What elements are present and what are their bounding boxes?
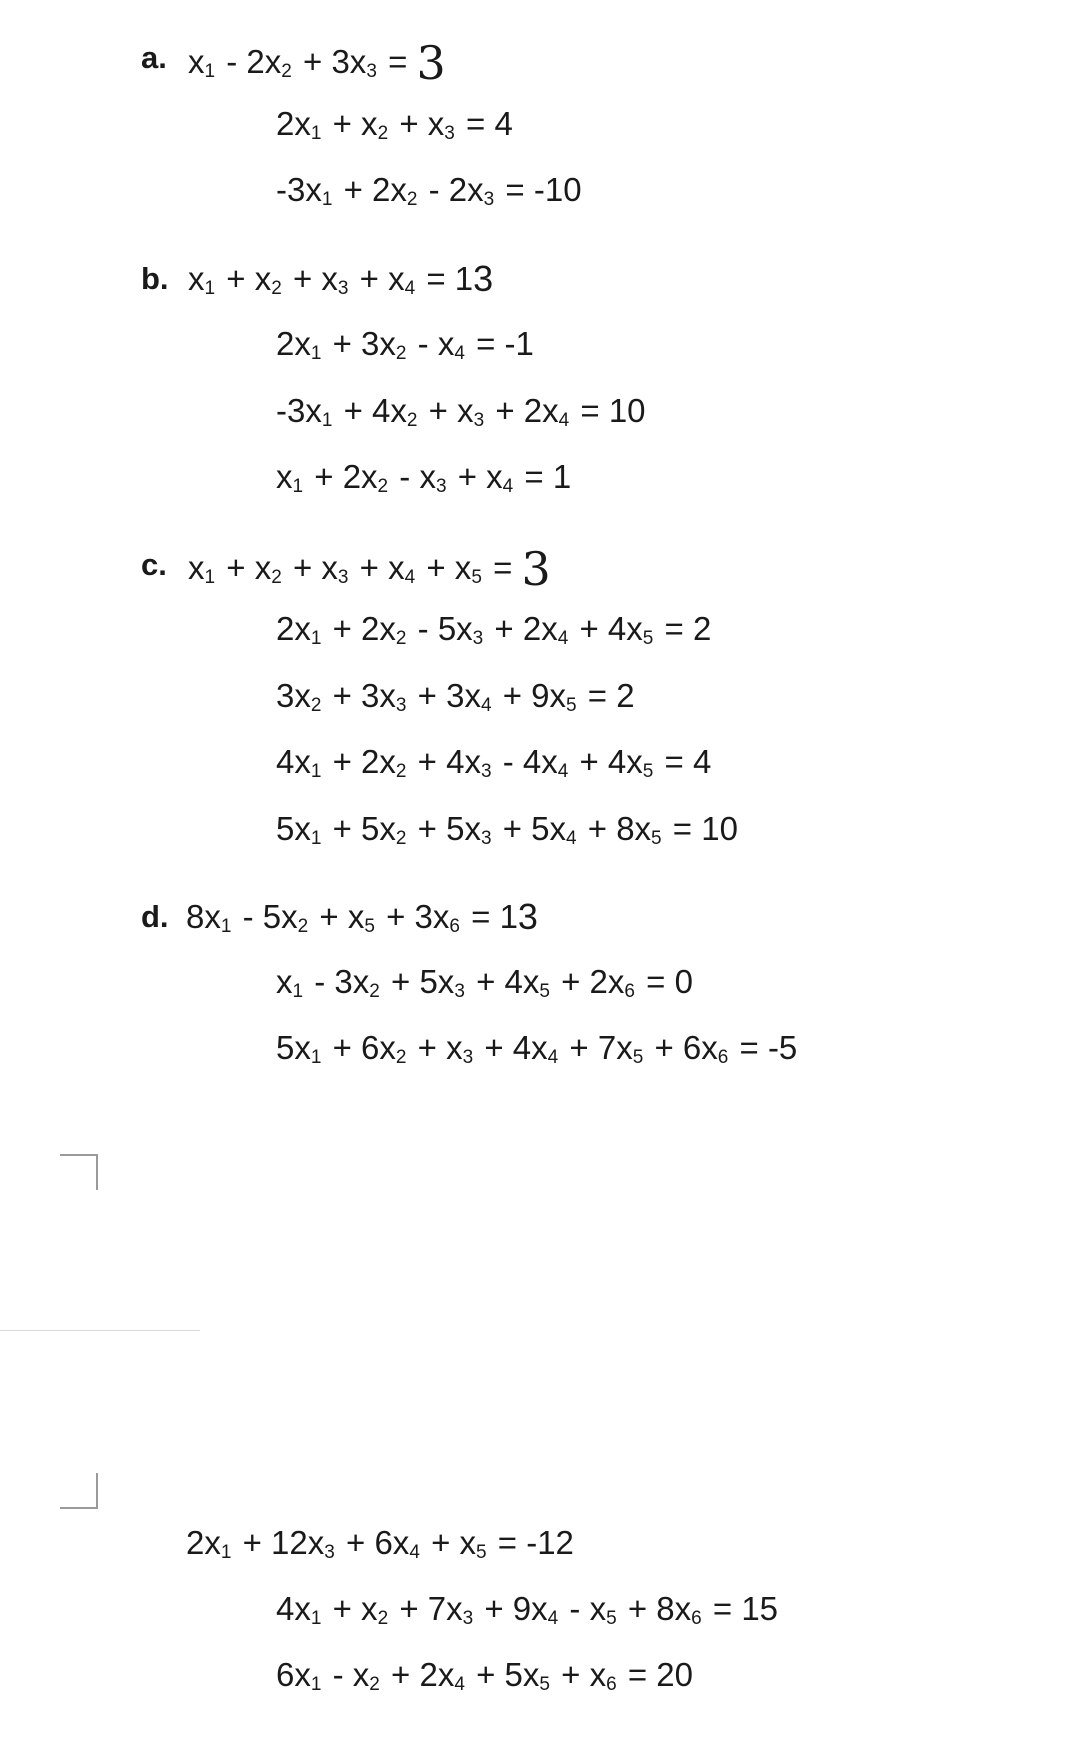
- subscript: 1: [292, 476, 304, 497]
- subscript: 2: [395, 1047, 407, 1068]
- subscript: 4: [547, 1047, 559, 1068]
- subscript: 1: [310, 343, 322, 364]
- equation-term: + 2x: [314, 458, 378, 495]
- equation-term: + 2x: [343, 171, 407, 208]
- subscript: 5: [539, 981, 550, 1002]
- equation-term: + 2x: [332, 743, 396, 780]
- equation-term: + 3x: [386, 898, 450, 935]
- equation-term: - 5x: [417, 610, 473, 647]
- subscript: 3: [337, 567, 349, 588]
- subscript: 5: [566, 695, 577, 716]
- problem-e-equation-2: [276, 1590, 779, 1629]
- subscript: 3: [472, 628, 484, 649]
- problem-a-equation-1: [188, 36, 445, 90]
- subscript: 2: [377, 1608, 389, 1629]
- subscript: 4: [404, 278, 416, 299]
- equation-term: + 5x: [476, 1656, 540, 1693]
- subscript: 4: [454, 343, 465, 364]
- equation-term: + 4x: [417, 743, 481, 780]
- problem-b-equation-3: [276, 392, 646, 431]
- equation-term: + 3x: [303, 43, 367, 80]
- subscript: 4: [409, 1542, 420, 1563]
- equation-term: - x: [417, 325, 455, 362]
- equation-term: + 7x: [569, 1029, 633, 1066]
- equation-term: + x: [431, 1524, 477, 1561]
- equation-term: = -12: [497, 1524, 574, 1561]
- subscript: 4: [547, 1608, 559, 1629]
- problem-b-label: b.: [141, 261, 169, 296]
- equation-term: = 10: [672, 810, 738, 847]
- equation-term: - x: [399, 458, 436, 495]
- subscript: 2: [395, 628, 407, 649]
- equation-term: 4x: [276, 743, 311, 780]
- handwritten-digit: 3: [473, 258, 492, 299]
- handwritten-digit: 3: [521, 542, 550, 596]
- equation-term: + x: [292, 260, 338, 297]
- equation-term: = 10: [580, 392, 646, 429]
- subscript: 4: [557, 761, 569, 782]
- equation-term: + 9x: [484, 1590, 548, 1627]
- equation-term: + x: [428, 392, 474, 429]
- equation-term: + x: [332, 105, 378, 142]
- equation-term: + 5x: [332, 810, 396, 847]
- subscript: 1: [310, 1674, 322, 1695]
- equation-term: = -1: [476, 325, 534, 362]
- equation-term: + 2x: [495, 392, 559, 429]
- subscript: 1: [310, 1047, 322, 1068]
- subscript: 3: [435, 476, 447, 497]
- equation-term: = 1: [524, 458, 572, 495]
- equation-term: =: [493, 549, 522, 586]
- equation-term: =: [388, 43, 417, 80]
- equation-term: 3x: [276, 677, 311, 714]
- equation-term: - 5x: [242, 898, 298, 935]
- equation-term: 2x: [276, 325, 311, 362]
- equation-term: + 4x: [484, 1029, 548, 1066]
- subscript: 3: [366, 61, 377, 82]
- equation-term: 6x: [276, 1656, 311, 1693]
- subscript: 5: [642, 761, 654, 782]
- equation-term: + x: [399, 105, 445, 142]
- subscript: 5: [651, 828, 662, 849]
- equation-term: + x: [426, 549, 472, 586]
- equation-term: + 2x: [494, 610, 558, 647]
- problem-d-equation-1: [186, 896, 536, 937]
- subscript: 1: [321, 189, 333, 210]
- subscript: 2: [297, 916, 309, 937]
- equation-term: + 6x: [346, 1524, 410, 1561]
- problem-d-label: d.: [141, 899, 169, 934]
- subscript: 1: [310, 628, 322, 649]
- problem-d-equation-2: [276, 963, 693, 1002]
- equation-term: + x: [457, 458, 503, 495]
- subscript: 1: [220, 916, 232, 937]
- subscript: 3: [473, 410, 485, 431]
- subscript: 3: [444, 123, 455, 144]
- equation-term: + x: [292, 549, 338, 586]
- subscript: 6: [691, 1608, 702, 1629]
- equation-term: = 0: [646, 963, 693, 1000]
- subscript: 4: [558, 410, 570, 431]
- equation-term: = 4: [466, 105, 513, 142]
- problem-b-equation-4: [276, 458, 572, 497]
- subscript: 5: [471, 567, 482, 588]
- subscript: 2: [271, 567, 282, 588]
- subscript: 2: [395, 761, 407, 782]
- subscript: 2: [271, 278, 282, 299]
- subscript: 3: [324, 1542, 335, 1563]
- problem-e-equation-1: [186, 1524, 574, 1563]
- equation-term: + 4x: [579, 610, 643, 647]
- subscript: 2: [369, 981, 380, 1002]
- subscript: 5: [364, 916, 375, 937]
- subscript: 3: [395, 695, 407, 716]
- subscript: 2: [395, 828, 407, 849]
- equation-term: + 3x: [332, 325, 396, 362]
- subscript: 2: [377, 476, 389, 497]
- subscript: 3: [454, 981, 465, 1002]
- equation-term: + 2x: [391, 1656, 455, 1693]
- equation-term: + 6x: [332, 1029, 396, 1066]
- subscript: 1: [310, 828, 322, 849]
- subscript: 5: [632, 1047, 644, 1068]
- equation-term: x: [276, 963, 293, 1000]
- subscript: 1: [310, 1608, 322, 1629]
- equation-term: + x: [359, 549, 405, 586]
- subscript: 3: [462, 1608, 474, 1629]
- equation-term: - x: [332, 1656, 370, 1693]
- problem-c-equation-4: [276, 743, 712, 782]
- equation-term: + x: [226, 260, 272, 297]
- equation-term: - x: [569, 1590, 607, 1627]
- equation-term: = 2: [587, 677, 635, 714]
- problem-c-equation-1: [188, 542, 550, 596]
- subscript: 6: [449, 916, 460, 937]
- problem-b-equation-2: [276, 325, 534, 364]
- subscript: 5: [539, 1674, 550, 1695]
- equation-term: + 4x: [343, 392, 407, 429]
- equation-term: 8x: [186, 898, 221, 935]
- equation-term: + 3x: [332, 677, 396, 714]
- equation-term: = 1: [471, 898, 518, 935]
- problem-c-equation-3: [276, 677, 635, 716]
- equation-term: x: [276, 458, 293, 495]
- subscript: 4: [557, 628, 569, 649]
- equation-term: 2x: [186, 1524, 221, 1561]
- equation-term: + 8x: [587, 810, 652, 847]
- subscript: 1: [321, 410, 333, 431]
- subscript: 3: [480, 761, 492, 782]
- equation-term: - 2x: [226, 43, 282, 80]
- subscript: 3: [483, 189, 495, 210]
- equation-term: = -5: [739, 1029, 798, 1066]
- equation-term: - 2x: [428, 171, 484, 208]
- equation-term: - 3x: [314, 963, 370, 1000]
- equation-term: 5x: [276, 1029, 311, 1066]
- subscript: 2: [369, 1674, 380, 1695]
- equation-term: x: [188, 43, 205, 80]
- equation-term: + 5x: [391, 963, 455, 1000]
- problem-a-equation-3: [276, 171, 582, 210]
- equation-term: + 12x: [242, 1524, 325, 1561]
- equation-term: + 4x: [579, 743, 643, 780]
- equation-term: + 8x: [627, 1590, 692, 1627]
- equation-term: + 3x: [417, 677, 481, 714]
- subscript: 3: [462, 1047, 474, 1068]
- equation-term: + 4x: [476, 963, 540, 1000]
- subscript: 2: [377, 123, 389, 144]
- equation-term: + x: [359, 260, 405, 297]
- equation-term: + 9x: [502, 677, 566, 714]
- subscript: 4: [502, 476, 514, 497]
- subscript: 5: [476, 1542, 487, 1563]
- equation-term: - 4x: [502, 743, 558, 780]
- subscript: 3: [337, 278, 349, 299]
- problem-e-equation-3: [276, 1656, 693, 1695]
- problem-b-equation-1: [188, 258, 492, 299]
- subscript: 4: [480, 695, 492, 716]
- subscript: 4: [454, 1674, 465, 1695]
- problem-a-label: a.: [141, 40, 167, 75]
- subscript: 5: [642, 628, 654, 649]
- equation-term: + x: [561, 1656, 607, 1693]
- subscript: 6: [717, 1047, 729, 1068]
- crop-mark-bottom: [60, 1473, 98, 1509]
- equation-term: 2x: [276, 610, 311, 647]
- equation-term: = 1: [426, 260, 474, 297]
- equation-term: + x: [319, 898, 365, 935]
- equation-term: 5x: [276, 810, 311, 847]
- equation-term: -3x: [276, 171, 322, 208]
- subscript: 6: [606, 1674, 617, 1695]
- page-divider: [0, 1330, 200, 1331]
- equation-term: + 6x: [654, 1029, 718, 1066]
- subscript: 1: [204, 61, 216, 82]
- equation-term: = 15: [712, 1590, 779, 1627]
- equation-term: + 5x: [417, 810, 481, 847]
- equation-term: + 7x: [399, 1590, 463, 1627]
- equation-term: + x: [226, 549, 272, 586]
- equation-term: + x: [417, 1029, 463, 1066]
- handwritten-digit: 3: [416, 36, 445, 90]
- subscript: 2: [406, 189, 418, 210]
- equation-term: + 5x: [502, 810, 566, 847]
- equation-term: + 2x: [332, 610, 396, 647]
- equation-term: 2x: [276, 105, 311, 142]
- equation-term: = 4: [664, 743, 712, 780]
- problem-c-label: c.: [141, 547, 167, 582]
- problem-c-equation-5: [276, 810, 738, 849]
- subscript: 6: [624, 981, 635, 1002]
- subscript: 1: [310, 123, 322, 144]
- subscript: 4: [404, 567, 416, 588]
- subscript: 1: [292, 981, 304, 1002]
- equation-term: + x: [332, 1590, 378, 1627]
- equation-term: x: [188, 549, 205, 586]
- subscript: 1: [310, 761, 322, 782]
- problem-a-equation-2: [276, 105, 513, 144]
- equation-term: + 2x: [561, 963, 625, 1000]
- subscript: 3: [480, 828, 492, 849]
- subscript: 2: [395, 343, 407, 364]
- subscript: 1: [220, 1542, 232, 1563]
- equation-term: -3x: [276, 392, 322, 429]
- equation-term: = -10: [505, 171, 582, 208]
- equation-term: x: [188, 260, 205, 297]
- subscript: 1: [204, 567, 216, 588]
- equation-term: = 2: [664, 610, 712, 647]
- subscript: 2: [310, 695, 322, 716]
- subscript: 2: [281, 61, 292, 82]
- crop-mark-top: [60, 1154, 98, 1190]
- problem-c-equation-2: [276, 610, 712, 649]
- problem-d-equation-3: [276, 1029, 798, 1068]
- equation-term: = 20: [627, 1656, 693, 1693]
- equation-term: 4x: [276, 1590, 311, 1627]
- subscript: 4: [566, 828, 577, 849]
- subscript: 5: [606, 1608, 617, 1629]
- subscript: 1: [204, 278, 216, 299]
- handwritten-digit: 3: [517, 896, 536, 937]
- subscript: 2: [406, 410, 418, 431]
